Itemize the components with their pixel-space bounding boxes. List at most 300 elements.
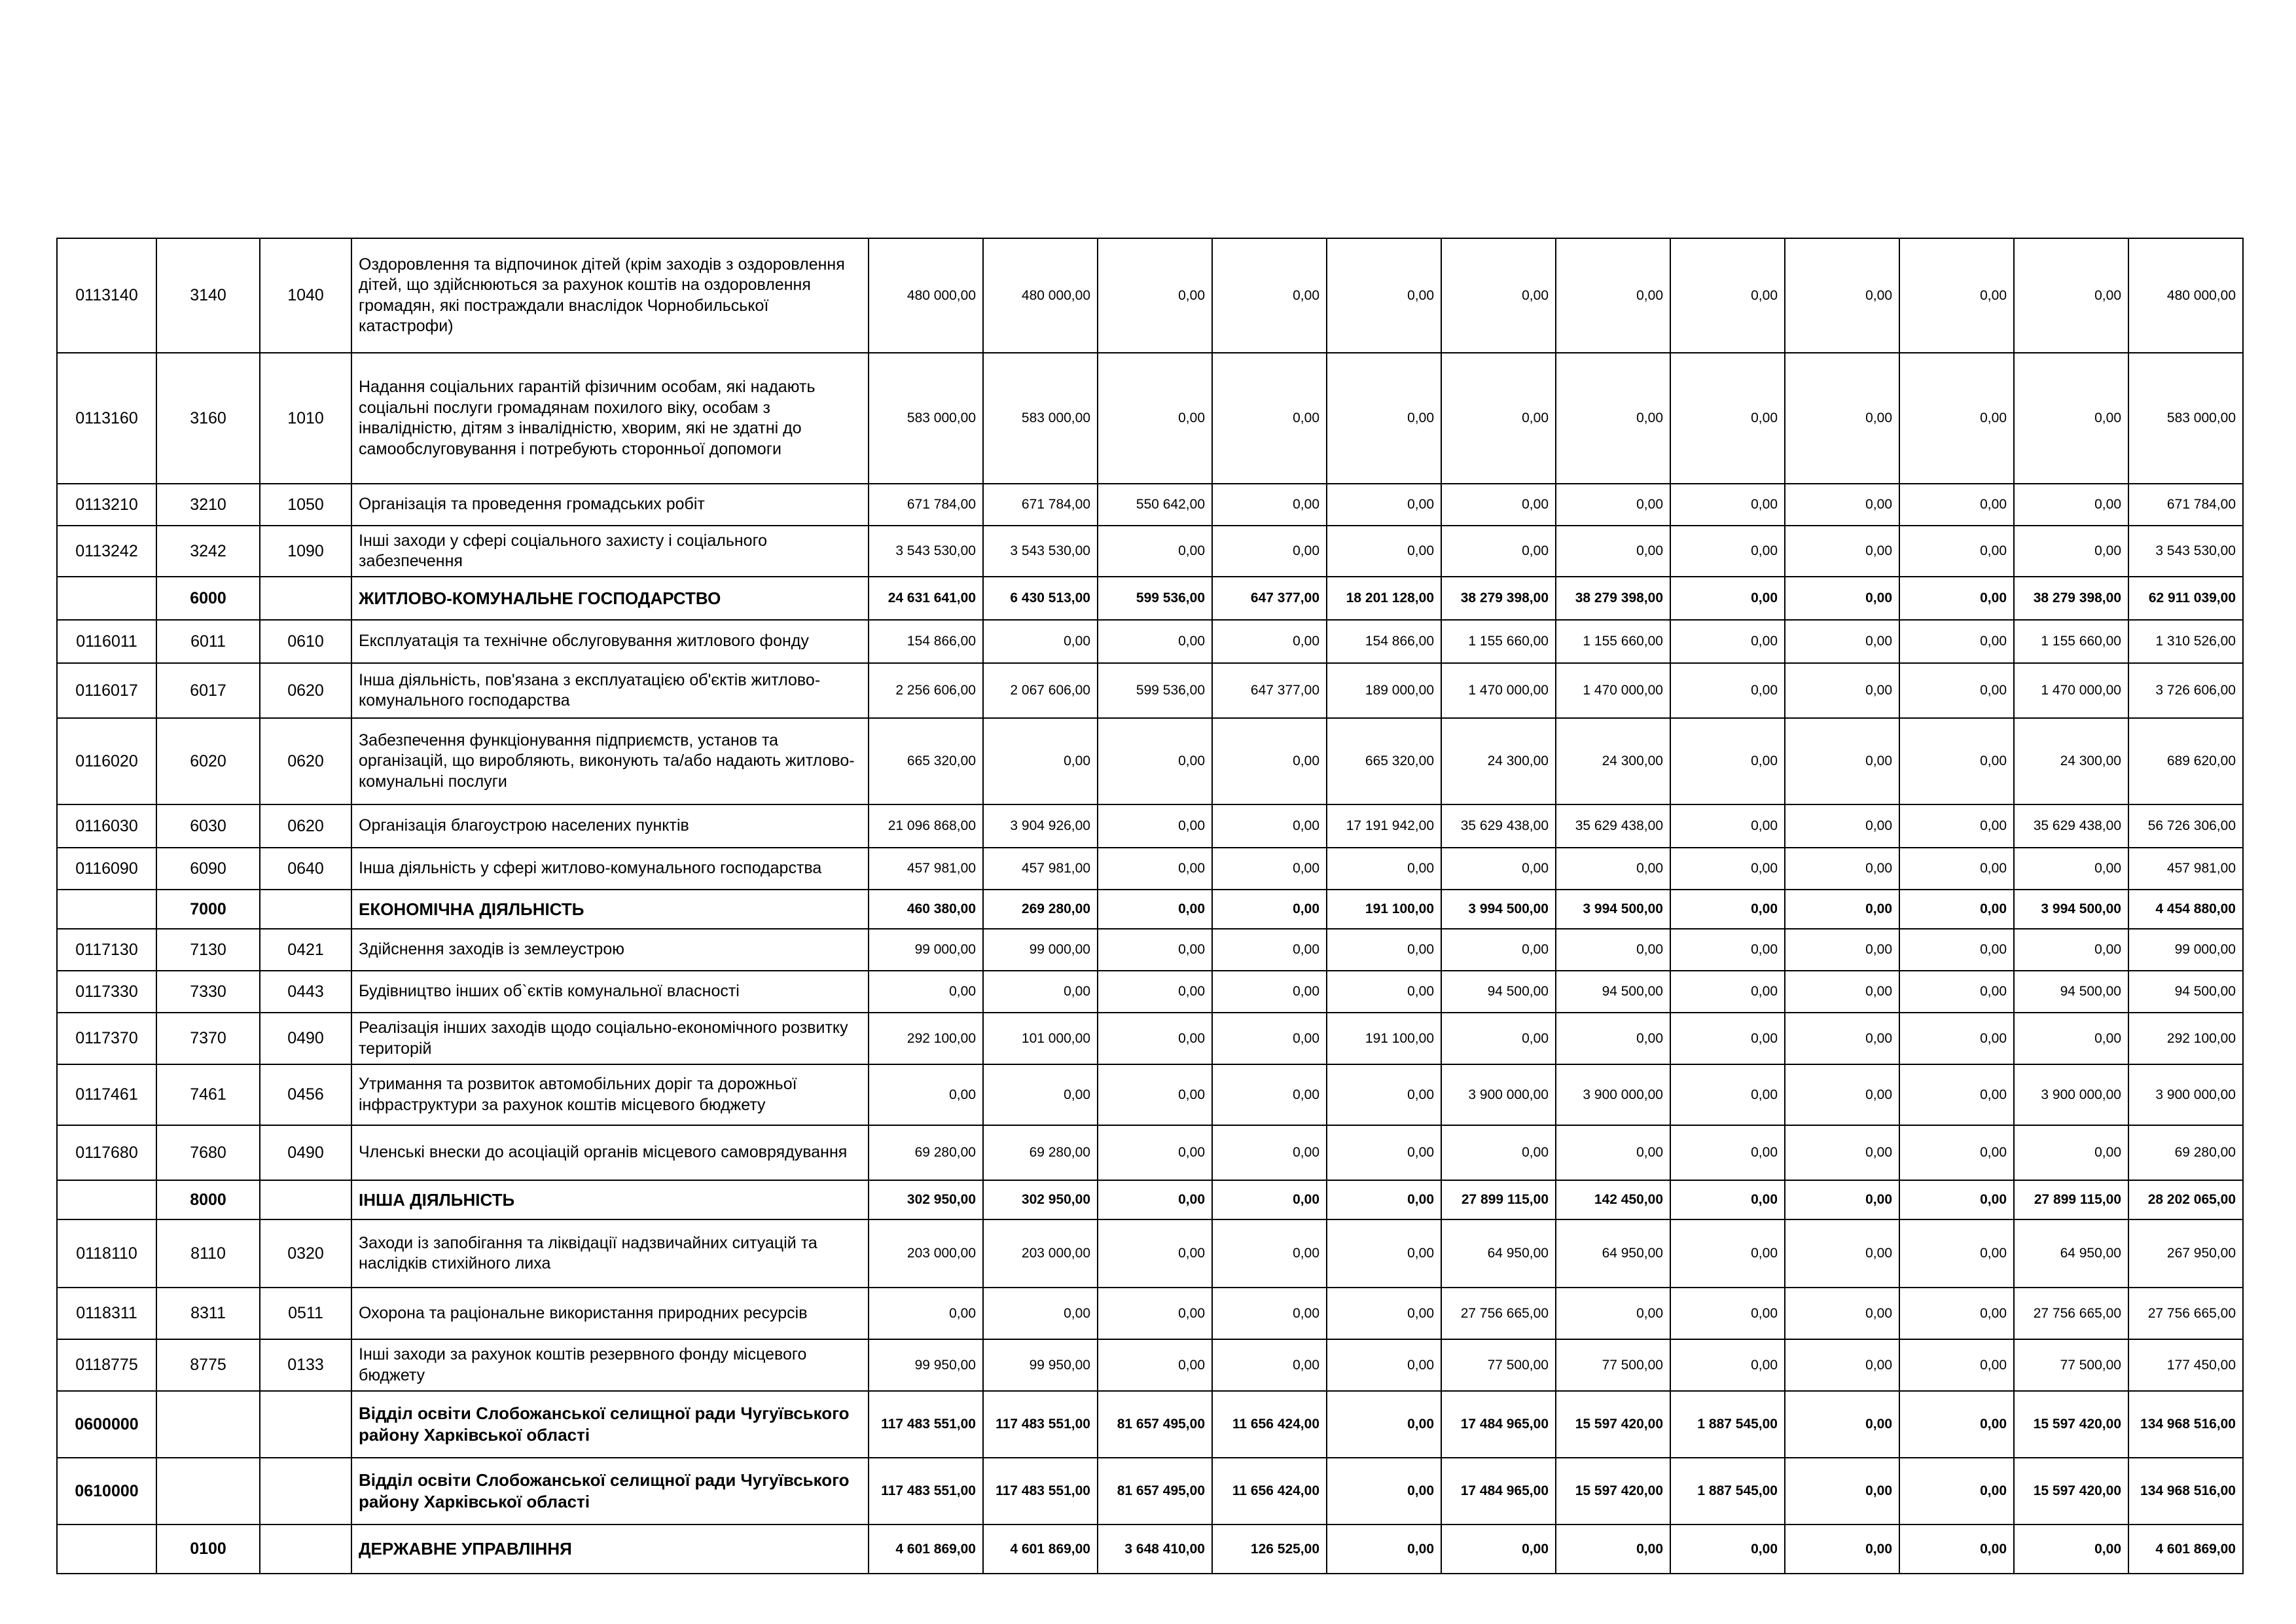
value-cell: 0,00 [1899, 1458, 2014, 1525]
value-cell: 0,00 [1327, 1391, 1441, 1458]
code-kpkvk-cell: 0117680 [57, 1125, 156, 1180]
code-kfkvk-cell: 1050 [260, 484, 351, 526]
value-cell: 3 648 410,00 [1098, 1525, 1212, 1574]
value-cell: 77 500,00 [2014, 1339, 2128, 1391]
value-cell: 0,00 [1670, 526, 1785, 577]
value-cell: 0,00 [1670, 1219, 1785, 1288]
value-cell: 11 656 424,00 [1212, 1458, 1327, 1525]
value-cell: 0,00 [1327, 848, 1441, 890]
value-cell: 0,00 [1785, 1219, 1899, 1288]
value-cell: 0,00 [1327, 484, 1441, 526]
value-cell: 99 950,00 [983, 1339, 1098, 1391]
value-cell: 0,00 [1556, 1525, 1670, 1574]
value-cell: 0,00 [1327, 526, 1441, 577]
value-cell: 77 500,00 [1441, 1339, 1556, 1391]
value-cell: 0,00 [1899, 848, 2014, 890]
value-cell: 0,00 [1785, 620, 1899, 663]
table-row [57, 663, 2243, 718]
value-cell: 15 597 420,00 [2014, 1458, 2128, 1525]
value-cell: 1 155 660,00 [1441, 620, 1556, 663]
code-kfkvk-cell: 0456 [260, 1064, 351, 1125]
value-cell: 0,00 [1899, 620, 2014, 663]
value-cell: 0,00 [1327, 1458, 1441, 1525]
value-cell: 0,00 [1212, 353, 1327, 484]
value-cell: 0,00 [1212, 929, 1327, 971]
value-cell: 69 280,00 [2128, 1125, 2243, 1180]
code-kfkvk-cell: 0320 [260, 1219, 351, 1288]
table-row [57, 1391, 2243, 1458]
value-cell: 0,00 [1899, 1125, 2014, 1180]
program-name-cell: Членські внески до асоціацій органів місцевого самоврядування [351, 1125, 869, 1180]
value-cell: 292 100,00 [869, 1013, 983, 1064]
value-cell: 0,00 [1670, 577, 1785, 620]
value-cell: 94 500,00 [1441, 971, 1556, 1013]
code-kpkvk-cell: 0116020 [57, 718, 156, 804]
value-cell: 0,00 [983, 718, 1098, 804]
value-cell: 24 631 641,00 [869, 577, 983, 620]
program-name-cell: Охорона та раціональне використання природних ресурсів [351, 1288, 869, 1339]
value-cell: 0,00 [1556, 484, 1670, 526]
program-name-cell: ЖИТЛОВО-КОМУНАЛЬНЕ ГОСПОДАРСТВО [351, 577, 869, 620]
code-kpkvk-cell: 0113210 [57, 484, 156, 526]
value-cell: 0,00 [1670, 663, 1785, 718]
code-tpkvk-cell: 7680 [156, 1125, 260, 1180]
code-tpkvk-cell: 8110 [156, 1219, 260, 1288]
value-cell: 0,00 [2014, 1525, 2128, 1574]
value-cell: 0,00 [1212, 1013, 1327, 1064]
value-cell: 81 657 495,00 [1098, 1458, 1212, 1525]
code-tpkvk-cell: 7330 [156, 971, 260, 1013]
code-kfkvk-cell [260, 1525, 351, 1574]
value-cell: 647 377,00 [1212, 577, 1327, 620]
value-cell: 94 500,00 [1556, 971, 1670, 1013]
code-kfkvk-cell: 1040 [260, 238, 351, 353]
value-cell: 2 256 606,00 [869, 663, 983, 718]
value-cell: 302 950,00 [983, 1180, 1098, 1219]
value-cell: 191 100,00 [1327, 890, 1441, 929]
value-cell: 689 620,00 [2128, 718, 2243, 804]
program-name-cell: Інша діяльність у сфері житлово-комунального господарства [351, 848, 869, 890]
value-cell: 0,00 [1327, 238, 1441, 353]
value-cell: 3 726 606,00 [2128, 663, 2243, 718]
value-cell: 3 900 000,00 [2014, 1064, 2128, 1125]
table-row [57, 1525, 2243, 1574]
value-cell: 0,00 [1899, 1219, 2014, 1288]
value-cell: 0,00 [1098, 890, 1212, 929]
value-cell: 0,00 [1098, 1180, 1212, 1219]
value-cell: 0,00 [1441, 353, 1556, 484]
value-cell: 17 484 965,00 [1441, 1391, 1556, 1458]
code-tpkvk-cell: 6011 [156, 620, 260, 663]
value-cell: 0,00 [1899, 1339, 2014, 1391]
value-cell: 480 000,00 [983, 238, 1098, 353]
program-name-cell: Надання соціальних гарантій фізичним особам, які надають соціальні послуги громадянам похилого віку, особам з інвалідністю, дітям з інвалідністю, хворим, які не здатні до самообслуговування і потребують сторонньої допомоги [351, 353, 869, 484]
value-cell: 0,00 [1212, 804, 1327, 848]
value-cell: 0,00 [1785, 1525, 1899, 1574]
value-cell: 0,00 [1212, 238, 1327, 353]
code-kfkvk-cell: 0443 [260, 971, 351, 1013]
value-cell: 0,00 [1899, 1180, 2014, 1219]
value-cell: 0,00 [1441, 1125, 1556, 1180]
value-cell: 203 000,00 [869, 1219, 983, 1288]
value-cell: 0,00 [2014, 353, 2128, 484]
value-cell: 94 500,00 [2128, 971, 2243, 1013]
program-name-cell: Відділ освіти Слобожанської селищної ради Чугуївського району Харківської області [351, 1458, 869, 1525]
value-cell: 0,00 [983, 1064, 1098, 1125]
value-cell: 4 601 869,00 [983, 1525, 1098, 1574]
code-tpkvk-cell: 6017 [156, 663, 260, 718]
value-cell: 0,00 [1899, 1391, 2014, 1458]
value-cell: 0,00 [1899, 1013, 2014, 1064]
program-name-cell: Інші заходи у сфері соціального захисту і соціального забезпечення [351, 526, 869, 577]
value-cell: 4 601 869,00 [869, 1525, 983, 1574]
code-kpkvk-cell: 0116090 [57, 848, 156, 890]
value-cell: 457 981,00 [869, 848, 983, 890]
program-name-cell: Забезпечення функціонування підприємств, установ та організацій, що виробляють, виконують та/або надають житлово-комунальні послуги [351, 718, 869, 804]
value-cell: 0,00 [983, 971, 1098, 1013]
code-tpkvk-cell: 8775 [156, 1339, 260, 1391]
value-cell: 583 000,00 [2128, 353, 2243, 484]
value-cell: 1 470 000,00 [1556, 663, 1670, 718]
value-cell: 0,00 [1670, 971, 1785, 1013]
value-cell: 0,00 [1327, 1219, 1441, 1288]
table-row [57, 804, 2243, 848]
value-cell: 269 280,00 [983, 890, 1098, 929]
program-name-cell: Будівництво інших об`єктів комунальної власності [351, 971, 869, 1013]
code-tpkvk-cell [156, 1391, 260, 1458]
value-cell: 101 000,00 [983, 1013, 1098, 1064]
value-cell: 267 950,00 [2128, 1219, 2243, 1288]
value-cell: 69 280,00 [869, 1125, 983, 1180]
code-kfkvk-cell [260, 1391, 351, 1458]
code-kfkvk-cell: 1010 [260, 353, 351, 484]
value-cell: 0,00 [1899, 890, 2014, 929]
value-cell: 671 784,00 [983, 484, 1098, 526]
code-tpkvk-cell: 3210 [156, 484, 260, 526]
code-kfkvk-cell [260, 890, 351, 929]
value-cell: 0,00 [1899, 484, 2014, 526]
value-cell: 0,00 [1785, 1339, 1899, 1391]
value-cell: 0,00 [1327, 1125, 1441, 1180]
value-cell: 27 756 665,00 [2128, 1288, 2243, 1339]
value-cell: 0,00 [1670, 484, 1785, 526]
value-cell: 0,00 [2014, 526, 2128, 577]
value-cell: 38 279 398,00 [1441, 577, 1556, 620]
value-cell: 3 994 500,00 [2014, 890, 2128, 929]
value-cell: 0,00 [1441, 848, 1556, 890]
value-cell: 15 597 420,00 [1556, 1391, 1670, 1458]
code-tpkvk-cell: 3140 [156, 238, 260, 353]
program-name-cell: Заходи із запобігання та ліквідації надзвичайних ситуацій та наслідків стихійного лиха [351, 1219, 869, 1288]
value-cell: 0,00 [1785, 526, 1899, 577]
value-cell: 0,00 [1670, 929, 1785, 971]
value-cell: 0,00 [1785, 1125, 1899, 1180]
value-cell: 0,00 [1212, 1288, 1327, 1339]
value-cell: 457 981,00 [2128, 848, 2243, 890]
value-cell: 665 320,00 [869, 718, 983, 804]
code-kfkvk-cell: 0620 [260, 804, 351, 848]
value-cell: 0,00 [1212, 1219, 1327, 1288]
code-kpkvk-cell: 0600000 [57, 1391, 156, 1458]
code-kpkvk-cell [57, 577, 156, 620]
code-tpkvk-cell: 8311 [156, 1288, 260, 1339]
value-cell: 0,00 [1098, 526, 1212, 577]
code-tpkvk-cell: 7000 [156, 890, 260, 929]
value-cell: 0,00 [1670, 353, 1785, 484]
value-cell: 671 784,00 [2128, 484, 2243, 526]
code-tpkvk-cell: 3160 [156, 353, 260, 484]
code-tpkvk-cell [156, 1458, 260, 1525]
value-cell: 3 900 000,00 [2128, 1064, 2243, 1125]
code-kfkvk-cell: 0511 [260, 1288, 351, 1339]
table-row [57, 1288, 2243, 1339]
value-cell: 99 000,00 [983, 929, 1098, 971]
value-cell: 1 155 660,00 [1556, 620, 1670, 663]
value-cell: 203 000,00 [983, 1219, 1098, 1288]
value-cell: 117 483 551,00 [983, 1391, 1098, 1458]
code-kfkvk-cell: 0640 [260, 848, 351, 890]
value-cell: 0,00 [1212, 484, 1327, 526]
value-cell: 1 470 000,00 [1441, 663, 1556, 718]
value-cell: 0,00 [1098, 718, 1212, 804]
value-cell: 189 000,00 [1327, 663, 1441, 718]
value-cell: 81 657 495,00 [1098, 1391, 1212, 1458]
value-cell: 0,00 [1785, 1391, 1899, 1458]
program-name-cell: Відділ освіти Слобожанської селищної ради Чугуївського району Харківської області [351, 1391, 869, 1458]
value-cell: 0,00 [1670, 1125, 1785, 1180]
value-cell: 24 300,00 [1556, 718, 1670, 804]
value-cell: 0,00 [1212, 848, 1327, 890]
value-cell: 0,00 [1556, 238, 1670, 353]
value-cell: 126 525,00 [1212, 1525, 1327, 1574]
value-cell: 0,00 [1327, 1339, 1441, 1391]
value-cell: 117 483 551,00 [983, 1458, 1098, 1525]
value-cell: 1 887 545,00 [1670, 1391, 1785, 1458]
value-cell: 0,00 [1785, 848, 1899, 890]
value-cell: 480 000,00 [2128, 238, 2243, 353]
value-cell: 3 904 926,00 [983, 804, 1098, 848]
value-cell: 0,00 [1556, 929, 1670, 971]
value-cell: 0,00 [1785, 804, 1899, 848]
program-name-cell: Реалізація інших заходів щодо соціально-економічного розвитку територій [351, 1013, 869, 1064]
budget-table-body [57, 238, 2243, 1574]
value-cell: 6 430 513,00 [983, 577, 1098, 620]
value-cell: 0,00 [1670, 1339, 1785, 1391]
value-cell: 3 543 530,00 [869, 526, 983, 577]
code-kfkvk-cell: 0421 [260, 929, 351, 971]
value-cell: 0,00 [1098, 1288, 1212, 1339]
value-cell: 27 899 115,00 [2014, 1180, 2128, 1219]
value-cell: 0,00 [1785, 1064, 1899, 1125]
value-cell: 99 000,00 [2128, 929, 2243, 971]
value-cell: 27 899 115,00 [1441, 1180, 1556, 1219]
table-row [57, 1013, 2243, 1064]
value-cell: 0,00 [1098, 848, 1212, 890]
code-kpkvk-cell: 0113140 [57, 238, 156, 353]
value-cell: 0,00 [1556, 1288, 1670, 1339]
value-cell: 0,00 [983, 1288, 1098, 1339]
budget-table [56, 238, 2244, 1574]
program-name-cell: Інша діяльність, пов'язана з експлуатацією об'єктів житлово-комунального господарства [351, 663, 869, 718]
value-cell: 0,00 [1785, 1180, 1899, 1219]
value-cell: 0,00 [1441, 929, 1556, 971]
code-kpkvk-cell [57, 890, 156, 929]
value-cell: 56 726 306,00 [2128, 804, 2243, 848]
value-cell: 0,00 [1670, 1180, 1785, 1219]
value-cell: 0,00 [1556, 848, 1670, 890]
code-tpkvk-cell: 7370 [156, 1013, 260, 1064]
code-kfkvk-cell: 0133 [260, 1339, 351, 1391]
table-row [57, 484, 2243, 526]
code-kpkvk-cell [57, 1180, 156, 1219]
code-kfkvk-cell: 0490 [260, 1013, 351, 1064]
value-cell: 0,00 [1670, 1064, 1785, 1125]
value-cell: 0,00 [1327, 1525, 1441, 1574]
code-tpkvk-cell: 3242 [156, 526, 260, 577]
value-cell: 0,00 [1441, 1013, 1556, 1064]
code-kpkvk-cell: 0116030 [57, 804, 156, 848]
value-cell: 64 950,00 [2014, 1219, 2128, 1288]
value-cell: 99 950,00 [869, 1339, 983, 1391]
value-cell: 154 866,00 [869, 620, 983, 663]
value-cell: 0,00 [1556, 353, 1670, 484]
value-cell: 0,00 [2014, 929, 2128, 971]
value-cell: 599 536,00 [1098, 577, 1212, 620]
value-cell: 62 911 039,00 [2128, 577, 2243, 620]
value-cell: 0,00 [1899, 929, 2014, 971]
program-name-cell: Утримання та розвиток автомобільних доріг та дорожньої інфраструктури за рахунок коштів місцевого бюджету [351, 1064, 869, 1125]
value-cell: 64 950,00 [1441, 1219, 1556, 1288]
table-row [57, 848, 2243, 890]
value-cell: 21 096 868,00 [869, 804, 983, 848]
value-cell: 154 866,00 [1327, 620, 1441, 663]
value-cell: 0,00 [1212, 1125, 1327, 1180]
value-cell: 671 784,00 [869, 484, 983, 526]
value-cell: 0,00 [1899, 663, 2014, 718]
value-cell: 0,00 [2014, 1013, 2128, 1064]
program-name-cell: Організація та проведення громадських робіт [351, 484, 869, 526]
program-name-cell: ДЕРЖАВНЕ УПРАВЛІННЯ [351, 1525, 869, 1574]
program-name-cell: ІНША ДІЯЛЬНІСТЬ [351, 1180, 869, 1219]
code-kpkvk-cell: 0118110 [57, 1219, 156, 1288]
value-cell: 0,00 [1785, 1013, 1899, 1064]
code-tpkvk-cell: 0100 [156, 1525, 260, 1574]
value-cell: 77 500,00 [1556, 1339, 1670, 1391]
value-cell: 0,00 [1098, 620, 1212, 663]
value-cell: 0,00 [1899, 718, 2014, 804]
value-cell: 18 201 128,00 [1327, 577, 1441, 620]
value-cell: 0,00 [1098, 353, 1212, 484]
value-cell: 0,00 [1212, 620, 1327, 663]
table-row [57, 577, 2243, 620]
code-tpkvk-cell: 8000 [156, 1180, 260, 1219]
value-cell: 3 900 000,00 [1556, 1064, 1670, 1125]
value-cell: 0,00 [1899, 1525, 2014, 1574]
value-cell: 0,00 [1785, 1458, 1899, 1525]
code-kpkvk-cell: 0610000 [57, 1458, 156, 1525]
value-cell: 0,00 [1556, 1125, 1670, 1180]
table-row [57, 1064, 2243, 1125]
value-cell: 0,00 [1098, 1064, 1212, 1125]
code-kpkvk-cell [57, 1525, 156, 1574]
table-row [57, 1458, 2243, 1525]
code-tpkvk-cell: 6000 [156, 577, 260, 620]
value-cell: 94 500,00 [2014, 971, 2128, 1013]
code-tpkvk-cell: 6030 [156, 804, 260, 848]
value-cell: 27 756 665,00 [2014, 1288, 2128, 1339]
value-cell: 117 483 551,00 [869, 1458, 983, 1525]
value-cell: 583 000,00 [983, 353, 1098, 484]
code-kfkvk-cell: 0490 [260, 1125, 351, 1180]
value-cell: 460 380,00 [869, 890, 983, 929]
value-cell: 599 536,00 [1098, 663, 1212, 718]
code-kpkvk-cell: 0118775 [57, 1339, 156, 1391]
value-cell: 1 155 660,00 [2014, 620, 2128, 663]
value-cell: 17 484 965,00 [1441, 1458, 1556, 1525]
value-cell: 35 629 438,00 [1556, 804, 1670, 848]
value-cell: 0,00 [1785, 238, 1899, 353]
value-cell: 0,00 [2014, 848, 2128, 890]
value-cell: 3 900 000,00 [1441, 1064, 1556, 1125]
program-name-cell: Оздоровлення та відпочинок дітей (крім заходів з оздоровлення дітей, що здійснюються за рахунок коштів на оздоровлення громадян, які постраждали внаслідок Чорнобильської катастрофи) [351, 238, 869, 353]
value-cell: 177 450,00 [2128, 1339, 2243, 1391]
value-cell: 0,00 [2014, 484, 2128, 526]
value-cell: 0,00 [1441, 526, 1556, 577]
program-name-cell: Здійснення заходів із землеустрою [351, 929, 869, 971]
program-name-cell: Експлуатація та технічне обслуговування житлового фонду [351, 620, 869, 663]
table-row [57, 620, 2243, 663]
code-tpkvk-cell: 7461 [156, 1064, 260, 1125]
value-cell: 134 968 516,00 [2128, 1391, 2243, 1458]
value-cell: 0,00 [1670, 890, 1785, 929]
code-kpkvk-cell: 0118311 [57, 1288, 156, 1339]
value-cell: 0,00 [1899, 238, 2014, 353]
value-cell: 1 887 545,00 [1670, 1458, 1785, 1525]
value-cell: 0,00 [1212, 718, 1327, 804]
program-name-cell: Організація благоустрою населених пунктів [351, 804, 869, 848]
value-cell: 0,00 [1441, 1525, 1556, 1574]
code-kfkvk-cell [260, 1180, 351, 1219]
value-cell: 0,00 [1212, 526, 1327, 577]
value-cell: 0,00 [1327, 353, 1441, 484]
table-row [57, 718, 2243, 804]
value-cell: 3 994 500,00 [1556, 890, 1670, 929]
value-cell: 0,00 [1098, 1219, 1212, 1288]
table-row [57, 1125, 2243, 1180]
value-cell: 0,00 [1670, 1525, 1785, 1574]
code-kpkvk-cell: 0116011 [57, 620, 156, 663]
value-cell: 0,00 [869, 1288, 983, 1339]
code-kfkvk-cell: 1090 [260, 526, 351, 577]
value-cell: 0,00 [1327, 929, 1441, 971]
code-kpkvk-cell: 0117461 [57, 1064, 156, 1125]
value-cell: 0,00 [1785, 1288, 1899, 1339]
value-cell: 15 597 420,00 [2014, 1391, 2128, 1458]
value-cell: 0,00 [1785, 663, 1899, 718]
value-cell: 0,00 [1670, 1013, 1785, 1064]
value-cell: 1 310 526,00 [2128, 620, 2243, 663]
table-row [57, 526, 2243, 577]
value-cell: 0,00 [1556, 1013, 1670, 1064]
value-cell: 24 300,00 [2014, 718, 2128, 804]
value-cell: 64 950,00 [1556, 1219, 1670, 1288]
value-cell: 1 470 000,00 [2014, 663, 2128, 718]
value-cell: 0,00 [1785, 718, 1899, 804]
value-cell: 0,00 [1785, 890, 1899, 929]
value-cell: 0,00 [1670, 804, 1785, 848]
value-cell: 0,00 [1212, 1064, 1327, 1125]
value-cell: 0,00 [2014, 238, 2128, 353]
